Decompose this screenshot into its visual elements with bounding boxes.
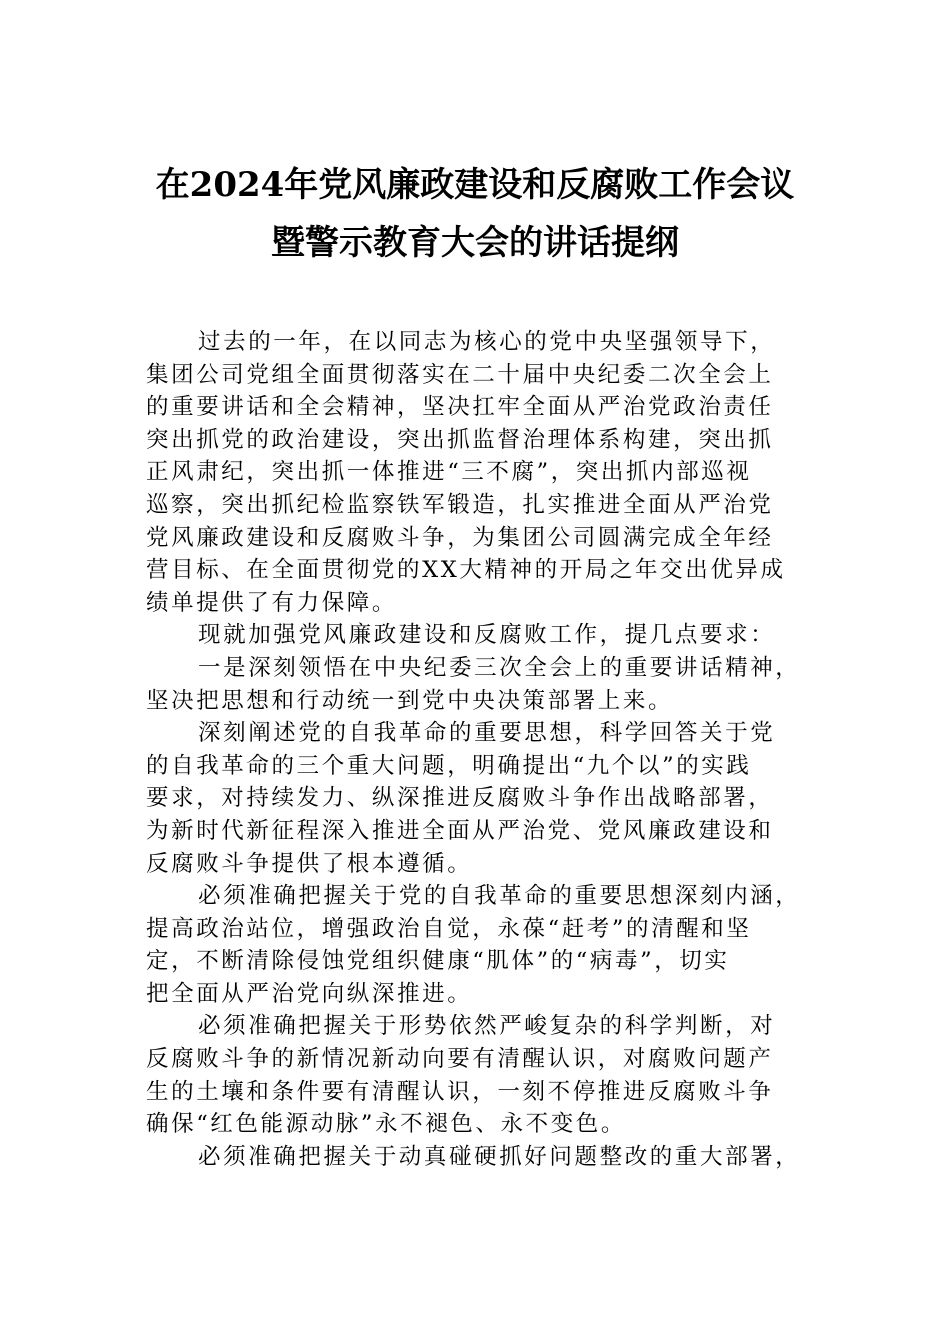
document-title [120, 156, 830, 272]
paragraph-line: 深刻阐述党的自我革命的重要思想，科学回答关于党 [198, 720, 776, 747]
paragraph-line: 要求，对持续发力、纵深推进反腐败斗争作出战略部署， [146, 785, 774, 812]
paragraph-line: 确保“红色能源动脉”永不褪色、永不变色。 [146, 1111, 627, 1138]
paragraph-6 [146, 1010, 808, 1140]
paragraph-5 [146, 880, 808, 1010]
paragraph-line: 反腐败斗争的新情况新动向要有清醒认识，对腐败问题产 [146, 1046, 774, 1073]
paragraph-line: 营目标、在全面贯彻党的XX大精神的开局之年交出优异成 [146, 557, 786, 584]
paragraph-line: 一是深刻领悟在中央纪委三次全会上的重要讲话精神， [198, 654, 801, 681]
paragraph-line: 必须准确把握关于动真碰硬抓好问题整改的重大部署， [198, 1143, 801, 1170]
paragraph-line: 的重要讲话和全会精神，坚决扛牢全面从严治党政治责任 [146, 394, 774, 421]
paragraph-line: 集团公司党组全面贯彻落实在二十届中央纪委二次全会上 [146, 361, 774, 388]
paragraph-line: 突出抓党的政治建设，突出抓监督治理体系构建，突出抓 [146, 426, 774, 453]
title-line-1: 在2024年党风廉政建设和反腐败工作会议 [155, 165, 795, 205]
paragraph-line: 现就加强党风廉政建设和反腐败工作，提几点要求： [198, 622, 776, 649]
paragraph-1 [146, 326, 808, 619]
paragraph-line: 必须准确把握关于党的自我革命的重要思想深刻内涵， [198, 883, 801, 910]
paragraph-line: 把全面从严治党向纵深推进。 [146, 980, 473, 1007]
paragraph-line: 正风肃纪，突出抓一体推进“三不腐”，突出抓内部巡视 [146, 459, 752, 486]
title-line-2: 暨警示教育大会的讲话提纲 [271, 223, 679, 263]
paragraph-line: 的自我革命的三个重大问题，明确提出“九个以”的实践 [146, 752, 752, 779]
paragraph-line: 为新时代新征程深入推进全面从严治党、党风廉政建设和 [146, 817, 774, 844]
paragraph-line: 绩单提供了有力保障。 [146, 589, 398, 616]
paragraph-3 [146, 652, 808, 717]
paragraph-line: 党风廉政建设和反腐败斗争，为集团公司圆满完成全年经 [146, 524, 774, 551]
paragraph-line: 必须准确把握关于形势依然严峻复杂的科学判断，对 [198, 1013, 776, 1040]
paragraph-line: 过去的一年，在以同志为核心的党中央坚强领导下， [198, 329, 776, 355]
paragraph-line: 生的土壤和条件要有清醒认识，一刻不停推进反腐败斗争 [146, 1078, 774, 1105]
paragraph-7 [146, 1141, 808, 1174]
paragraph-line: 提高政治站位，增强政治自觉，永葆“赶考”的清醒和坚 [146, 915, 752, 942]
paragraph-2 [146, 619, 808, 652]
paragraph-line: 定，不断清除侵蚀党组织健康“肌体”的“病毒”，切实 [146, 948, 730, 975]
paragraph-line: 巡察，突出抓纪检监察铁军锻造，扎实推进全面从严治党 [146, 491, 774, 518]
document-body [146, 326, 808, 1173]
paragraph-line: 坚决把思想和行动统一到党中央决策部署上来。 [146, 687, 674, 714]
paragraph-line: 反腐败斗争提供了根本遵循。 [146, 850, 473, 877]
paragraph-4 [146, 717, 808, 880]
